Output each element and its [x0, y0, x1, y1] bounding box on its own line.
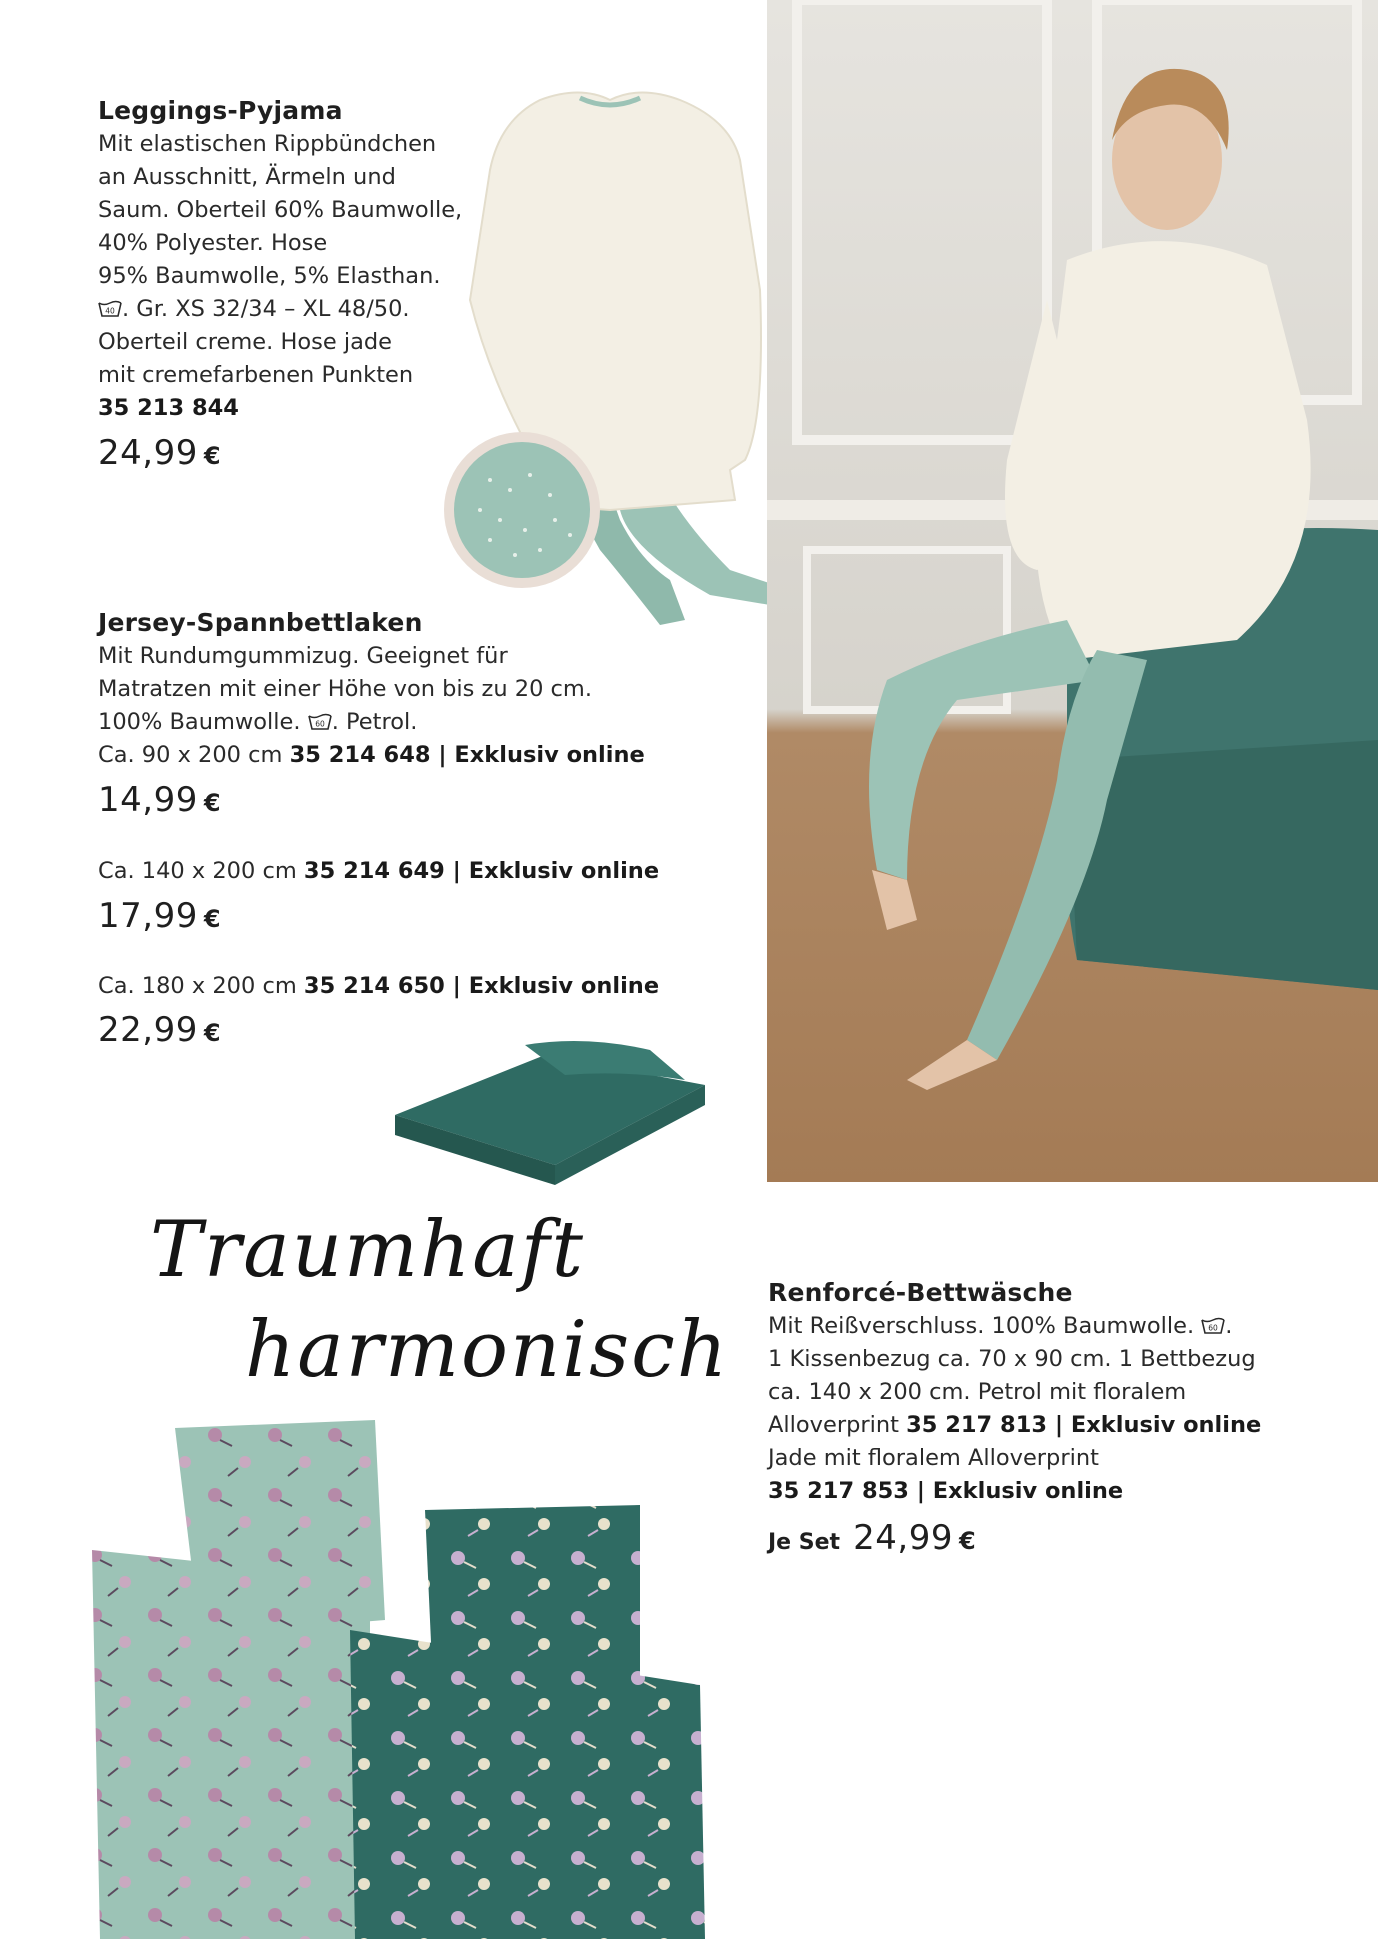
product1-price: [98, 433, 221, 473]
product2-material-line: 100% Baumwolle. 60 . Petrol.: [98, 709, 418, 735]
wash-60-icon: [1201, 1317, 1225, 1335]
price-prefix: Je Set: [768, 1530, 841, 1555]
product2-variant-line: Ca. 180 x 200 cm 35 214 650 | Exklusiv online: [98, 973, 660, 999]
product3-title: Renforcé-Bettwäsche: [768, 1278, 1073, 1307]
product1-title: Leggings-Pyjama: [98, 96, 343, 125]
product3-price: [768, 1518, 976, 1558]
model-photo-illustration: [767, 0, 1378, 1182]
product1-line: 40% Polyester. Hose: [98, 230, 328, 256]
product3-line: 1 Kissenbezug ca. 70 x 90 cm. 1 Bettbezug: [768, 1346, 1256, 1372]
product3-line: 35 217 853 | Exklusiv online: [768, 1478, 1124, 1504]
product1-description: [98, 128, 462, 425]
pyjama-product-image: [430, 80, 790, 660]
product3-line: Alloverprint 35 217 813 | Exklusiv online: [768, 1412, 1262, 1438]
wash-60-icon: [308, 713, 332, 731]
product1-line: mit cremefarbenen Punkten: [98, 362, 414, 388]
product1-size-line: [98, 293, 462, 326]
product2-line: Matratzen mit einer Höhe von bis zu 20 cm.: [98, 676, 592, 702]
lifestyle-photo: [767, 0, 1378, 1182]
headline-line-1: Traumhaft: [150, 1205, 585, 1295]
product1-line: Saum. Oberteil 60% Baumwolle,: [98, 197, 463, 223]
product2-price-2: 17,99 €: [98, 896, 222, 936]
product1-line: an Ausschnitt, Ärmeln und: [98, 164, 396, 190]
product2-price-1: 14,99 €: [98, 780, 222, 820]
product2-color: . Petrol.: [331, 709, 418, 735]
product1-line: Oberteil creme. Hose jade: [98, 329, 393, 355]
product3-line: ca. 140 x 200 cm. Petrol mit floralem: [768, 1379, 1187, 1405]
wash-temp-label: 40: [105, 306, 115, 316]
product2-variant-line: Ca. 140 x 200 cm 35 214 649 | Exklusiv online: [98, 858, 660, 884]
product1-line: Mit elastischen Rippbündchen: [98, 131, 437, 157]
product2-line: Mit Rundumgummizug. Geeignet für: [98, 643, 508, 669]
product2-description: [98, 640, 645, 772]
currency-symbol: €: [959, 1527, 977, 1555]
price-value: 24,99: [853, 1518, 953, 1558]
product1-size-range: . Gr. XS 32/34 – XL 48/50.: [122, 296, 410, 322]
currency-symbol: €: [203, 442, 222, 470]
bed-linen-image: [80, 1420, 720, 1939]
product3-line: Mit Reißverschluss. 100% Baumwolle. 60 .: [768, 1313, 1233, 1339]
wash-temp-label: 60: [314, 719, 325, 729]
headline-line-2: harmonisch: [245, 1305, 730, 1395]
wash-40-icon: [98, 300, 122, 318]
wash-temp-label: 60: [1208, 1323, 1219, 1333]
product1-line: 95% Baumwolle, 5% Elasthan.: [98, 263, 441, 289]
product2-title: Jersey-Spannbettlaken: [98, 608, 423, 637]
fitted-sheet-image: [385, 1025, 715, 1185]
price-value: 24,99: [98, 433, 198, 473]
product1-article-number: 35 213 844: [98, 395, 239, 421]
product2-price-3: 22,99 €: [98, 1010, 222, 1050]
product3-description: [768, 1310, 1261, 1508]
product2-variant-line: Ca. 90 x 200 cm 35 214 648 | Exklusiv online: [98, 742, 645, 768]
product3-line: Jade mit floralem Alloverprint: [768, 1445, 1099, 1471]
